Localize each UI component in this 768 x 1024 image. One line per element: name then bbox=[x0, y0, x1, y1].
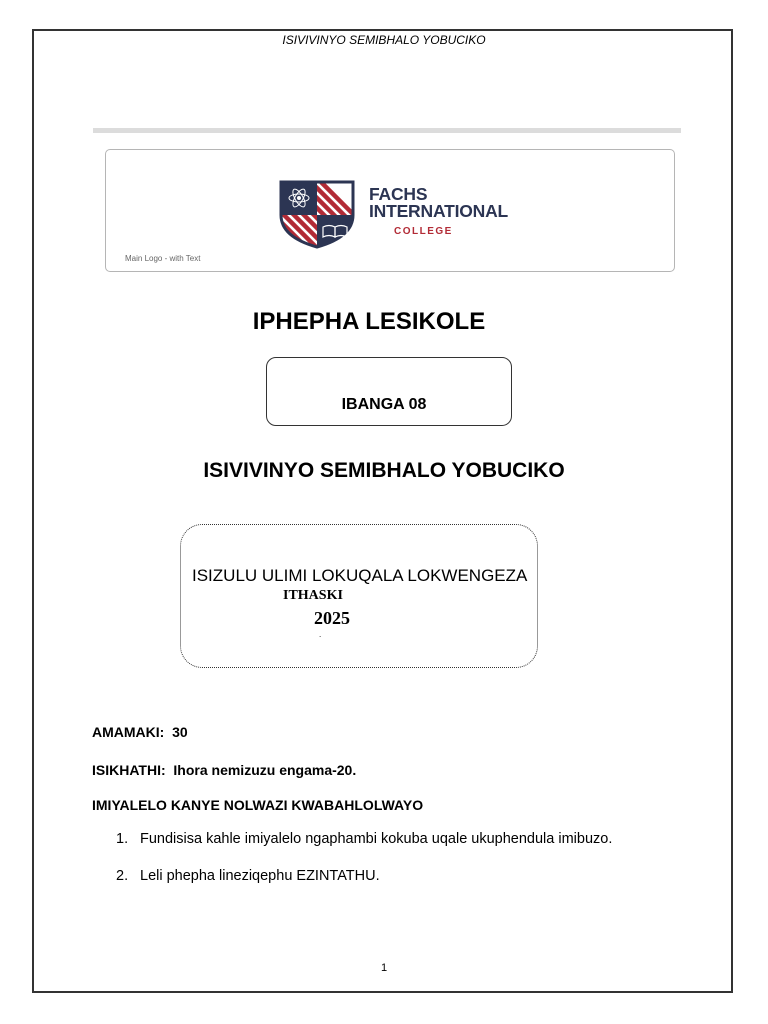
header-rule bbox=[93, 128, 681, 133]
college-crest-icon bbox=[278, 179, 356, 249]
time-line bbox=[92, 762, 356, 778]
running-header: ISIVIVINYO SEMIBHALO YOBUCIKO bbox=[282, 33, 486, 47]
page-number: 1 bbox=[380, 962, 388, 974]
grade-box bbox=[266, 357, 512, 426]
dot-mark: . bbox=[319, 630, 322, 639]
logo-name-line1: FACHS bbox=[369, 184, 428, 204]
logo-name-line2: INTERNATIONAL bbox=[369, 201, 509, 221]
marks-label: AMAMAKI: bbox=[92, 724, 165, 740]
subject-box bbox=[180, 524, 538, 668]
instructions-heading: IMIYALELO KANYE NOLWAZI KWABAHLOLWAYO bbox=[92, 797, 424, 813]
document-title: IPHEPHA LESIKOLE bbox=[252, 308, 486, 335]
time-label: ISIKHATHI: bbox=[92, 762, 166, 778]
instruction-number: 2. bbox=[116, 868, 129, 884]
logo-caption: Main Logo - with Text bbox=[125, 254, 201, 263]
marks-value: 30 bbox=[172, 724, 188, 740]
time-value: Ihora nemizuzu engama-20. bbox=[173, 762, 357, 778]
instruction-text: Leli phepha lineziqephu EZINTATHU. bbox=[140, 868, 380, 884]
term-label: ITHASKI bbox=[283, 588, 343, 603]
logo-name-line3: COLLEGE bbox=[394, 226, 453, 237]
instruction-text: Fundisisa kahle imiyalelo ngaphambi kokuba uqale ukuphendula imibuzo. bbox=[140, 831, 613, 847]
instruction-number: 1. bbox=[116, 831, 129, 847]
year-label: 2025 bbox=[314, 608, 350, 628]
marks-line bbox=[92, 724, 188, 740]
logo-frame bbox=[105, 149, 675, 272]
instruction-item bbox=[116, 831, 612, 847]
subject-name: ISIZULU ULIMI LOKUQALA LOKWENGEZA bbox=[192, 566, 528, 585]
exam-title: ISIVIVINYO SEMIBHALO YOBUCIKO bbox=[203, 459, 565, 482]
instruction-item bbox=[116, 868, 380, 884]
logo-wordmark bbox=[369, 186, 508, 220]
grade-label: IBANGA 08 bbox=[341, 396, 427, 413]
